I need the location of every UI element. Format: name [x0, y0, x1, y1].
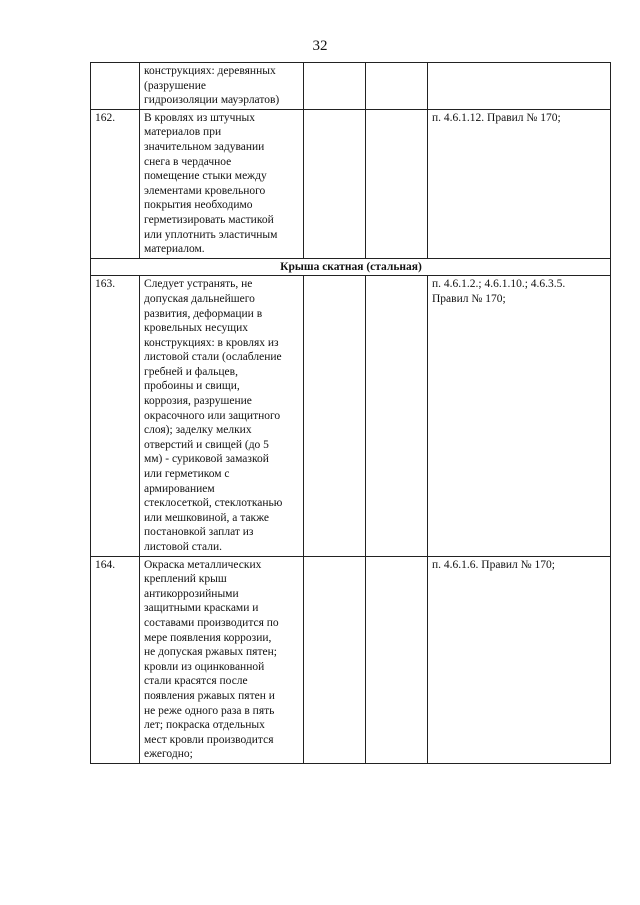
row-number: 163.	[91, 276, 140, 556]
reference-text: п. 4.6.1.2.; 4.6.1.10.; 4.6.3.5. Правил № 170;	[428, 276, 611, 556]
reference-text: п. 4.6.1.12. Правил № 170;	[428, 109, 611, 258]
empty-cell	[366, 556, 428, 763]
empty-cell	[366, 276, 428, 556]
page-number: 32	[312, 38, 328, 54]
section-row	[91, 258, 611, 276]
table-row	[91, 109, 611, 258]
requirement-text: конструкциях: деревянных (разрушение гидроизоляции мауэрлатов)	[140, 63, 304, 110]
empty-cell	[304, 63, 366, 110]
row-number	[91, 63, 140, 110]
empty-cell	[366, 63, 428, 110]
empty-cell	[304, 276, 366, 556]
empty-cell	[366, 109, 428, 258]
requirement-text: В кровлях из штучных материалов при значительном задувании снега в чердачное помещение стыки между элементами кровельного покрытия необходимо герметизировать мастикой или уплотнить эластичным материалом.	[140, 109, 304, 258]
empty-cell	[304, 556, 366, 763]
requirement-text: Следует устранять, не допуская дальнейшего развития, деформации в кровельных несущих конструкциях: в кровлях из листовой стали (ослабление гребней и фальцев, пробоины и свищи, коррозия, разрушение окрасочного или защитного слоя); заделку мелких отверстий и свищей (до 5 мм) - суриковой замазкой или герметиком с армированием стеклосеткой, стеклотканью или мешковиной, а также постановкой заплат из листовой стали.	[140, 276, 304, 556]
section-heading: Крыша скатная (стальная)	[91, 258, 611, 276]
table-row	[91, 276, 611, 556]
row-number: 164.	[91, 556, 140, 763]
reference-text	[428, 63, 611, 110]
regulations-table	[90, 62, 611, 764]
table-row	[91, 556, 611, 763]
requirement-text: Окраска металлических креплений крыш антикоррозийными защитными красками и составами производится по мере появления коррозии, не допуская ржавых пятен; кровли из оцинкованной стали красятся после появления ржавых пятен и не реже одного раза в пять лет; покраска отдельных мест кровли производится ежегодно;	[140, 556, 304, 763]
empty-cell	[304, 109, 366, 258]
table-row	[91, 63, 611, 110]
reference-text: п. 4.6.1.6. Правил № 170;	[428, 556, 611, 763]
row-number: 162.	[91, 109, 140, 258]
